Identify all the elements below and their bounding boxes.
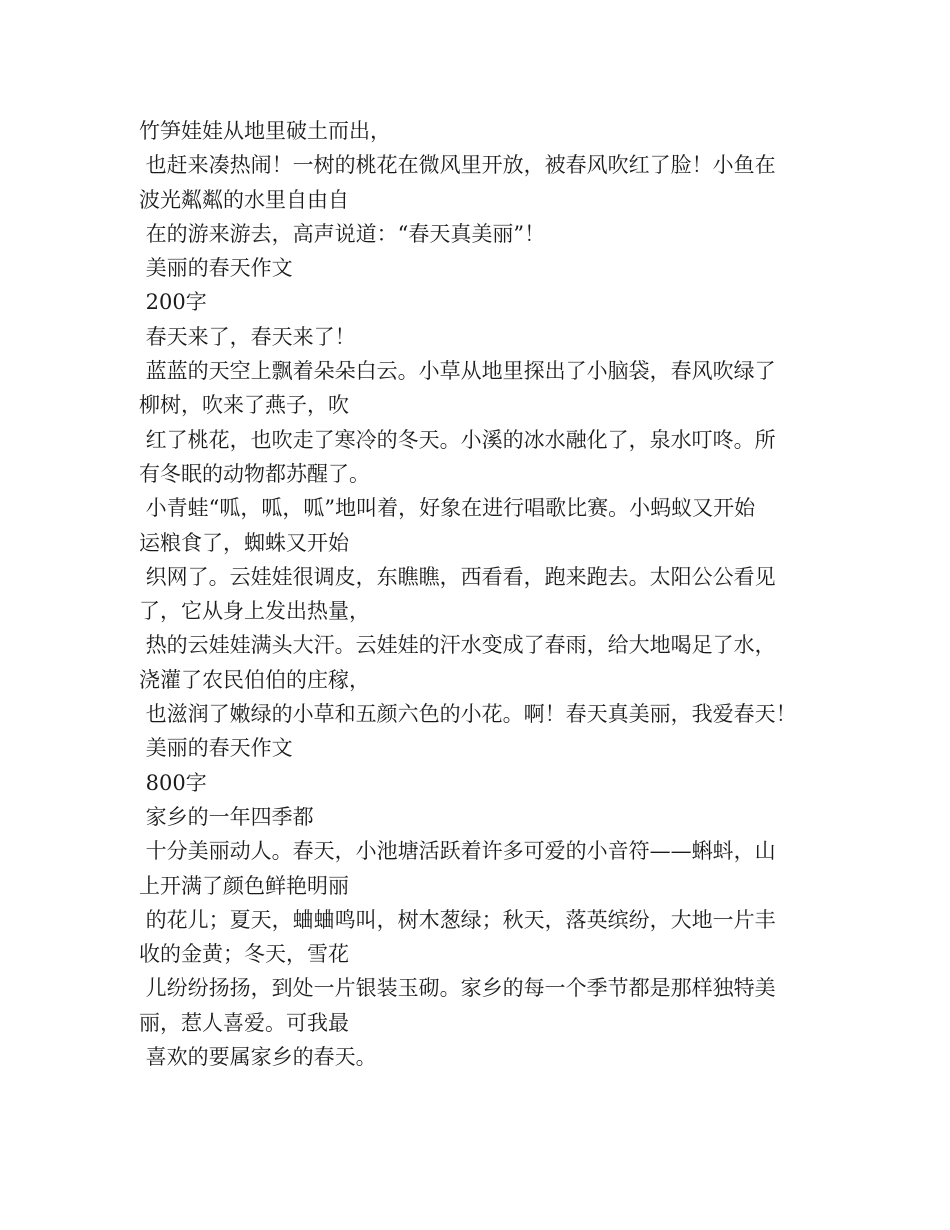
- text-line: 了，它从身上发出热量，: [139, 599, 370, 624]
- essay-text: [139, 114, 819, 1074]
- text-line: 波光粼粼的水里自由自: [139, 187, 349, 212]
- text-line: 运粮食了，蜘蛛又开始: [139, 530, 349, 555]
- text-line: 春天来了，春天来了！: [139, 324, 356, 349]
- text-line: 竹笋娃娃从地里破土而出，: [139, 119, 391, 143]
- text-line: 也赶来凑热闹！一树的桃花在微风里开放，被春风吹红了脸！小鱼在: [139, 153, 776, 178]
- text-line: 喜欢的要属家乡的春天。: [139, 1045, 377, 1070]
- text-line: 小青蛙“呱，呱，呱”地叫着，好象在进行唱歌比赛。小蚂蚁又开始: [139, 496, 756, 521]
- text-line: 收的金黄；冬天，雪花: [139, 942, 349, 967]
- text-line: 儿纷纷扬扬，到处一片银装玉砌。家乡的每一个季节都是那样独特美: [139, 976, 776, 1001]
- text-line: 热的云娃娃满头大汗。云娃娃的汗水变成了春雨，给大地喝足了水，: [139, 633, 776, 658]
- text-line: 十分美丽动人。春天，小池塘活跃着许多可爱的小音符——蝌蚪，山: [139, 839, 776, 864]
- text-line: 柳树，吹来了燕子，吹: [139, 393, 349, 418]
- text-line: 蓝蓝的天空上飘着朵朵白云。小草从地里探出了小脑袋，春风吹绿了: [139, 359, 776, 384]
- text-line: 织网了。云娃娃很调皮，东瞧瞧，西看看，跑来跑去。太阳公公看见: [139, 564, 776, 589]
- text-line: 丽，惹人喜爱。可我最: [139, 1010, 349, 1035]
- section-title: 美丽的春天作文: [139, 736, 293, 761]
- section-title: 美丽的春天作文: [139, 256, 293, 281]
- text-line: 红了桃花，也吹走了寒冷的冬天。小溪的冰水融化了，泉水叮咚。所: [139, 427, 776, 452]
- text-line: 浇灌了农民伯伯的庄稼，: [139, 667, 370, 692]
- text-line: 有冬眠的动物都苏醒了。: [139, 461, 370, 486]
- text-line: 上开满了颜色鲜艳明丽: [139, 873, 349, 898]
- text-line: 也滋润了嫩绿的小草和五颜六色的小花。啊！春天真美丽，我爱春天！: [139, 702, 797, 727]
- word-count: 200字: [139, 290, 207, 315]
- word-count: 800字: [139, 770, 207, 795]
- text-line: 的花儿；夏天，蛐蛐鸣叫，树木葱绿；秋天，落英缤纷，大地一片丰: [139, 907, 776, 932]
- text-line: 家乡的一年四季都: [139, 804, 314, 829]
- text-line: 在的游来游去，高声说道：“春天真美丽”！: [139, 221, 546, 246]
